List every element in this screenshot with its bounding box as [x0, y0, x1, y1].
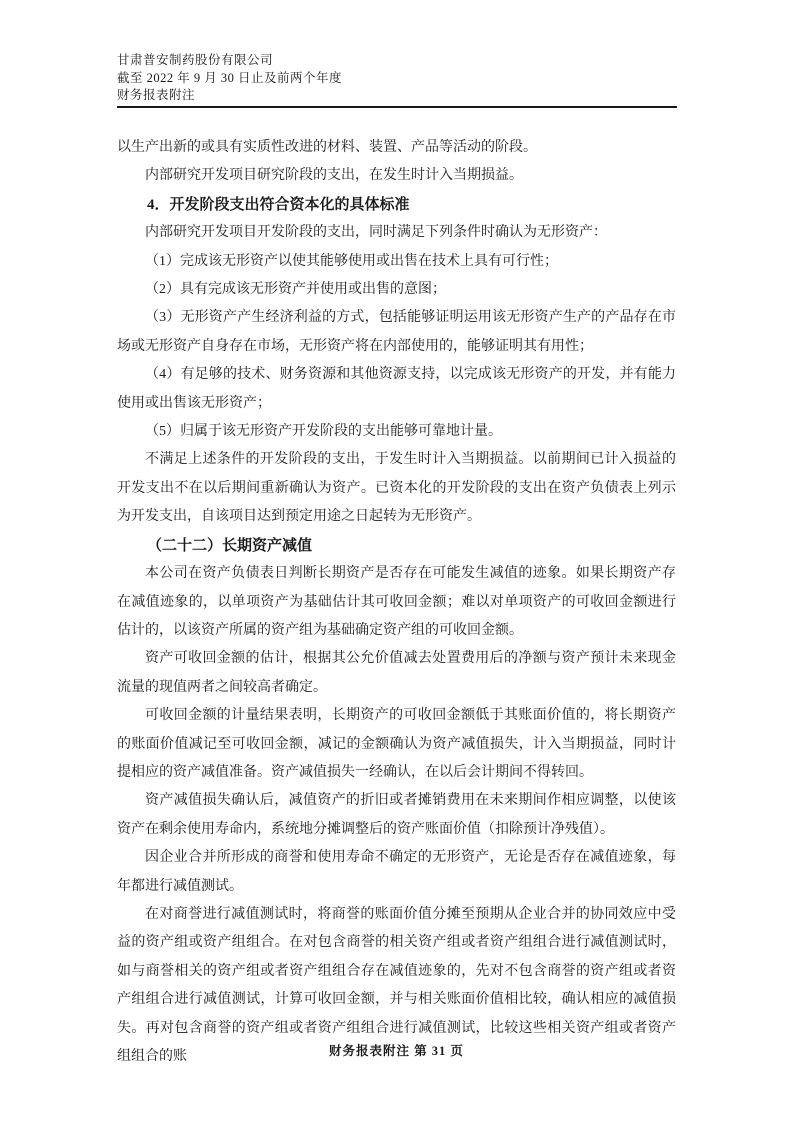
paragraph: （4）有足够的技术、财务资源和其他资源支持，以完成该无形资产的开发，并有能力使用或出售该无形资产；	[117, 367, 676, 411]
section-heading: （二十二）长期资产减值	[147, 537, 313, 554]
paragraph: 因企业合并所形成的商誉和使用寿命不确定的无形资产，无论是否存在减值迹象，每年都进行减值测试。	[117, 850, 676, 894]
document-footer	[117, 1041, 676, 1059]
paragraph: （1）完成该无形资产以使其能够使用或出售在技术上具有可行性；	[145, 253, 558, 269]
document-header	[117, 52, 676, 105]
paragraph: 内部研究开发项目研究阶段的支出，在发生时计入当期损益。	[145, 168, 523, 184]
section-heading: 4．开发阶段支出符合资本化的具体标准	[147, 196, 410, 213]
header-doc-title: 财务报表附注	[117, 88, 196, 102]
header-divider-line	[117, 106, 677, 108]
paragraph: 内部研究开发项目开发阶段的支出，同时满足下列条件时确认为无形资产：	[145, 225, 607, 241]
document-body	[117, 134, 676, 1071]
paragraph: （3）无形资产产生经济利益的方式，包括能够证明运用该无形资产生产的产品存在市场或无形资产自身存在市场，无形资产将在内部使用的，能够证明其有用性；	[117, 310, 676, 354]
paragraph: 在对商誉进行减值测试时，将商誉的账面价值分摊至预期从企业合并的协同效应中受益的资产组或资产组组合。在对包含商誉的相关资产组或者资产组组合进行减值测试时，如与商誉相关的资产组或者资产组组合存在减值迹象的，先对不包含商誉的资产组或者资产组组合进行减值测试，计算可收回金额，并与相关账面价值相比较，确认相应的减值损失。再对包含商誉的资产组或者资产组组合进行减值测试，比较这些相关资产组或者资产组组合的账	[117, 906, 676, 1064]
paragraph: 以生产出新的或具有实质性改进的材料、装置、产品等活动的阶段。	[117, 140, 537, 155]
footer-page-label: 财务报表附注 第 31 页	[329, 1044, 464, 1058]
header-period: 截至 2022 年 9 月 30 日止及前两个年度	[117, 70, 343, 85]
paragraph: （5）归属于该无形资产开发阶段的支出能够可靠地计量。	[145, 424, 502, 440]
header-company-name: 甘肃普安制药股份有限公司	[117, 53, 274, 67]
paragraph: 不满足上述条件的开发阶段的支出，于发生时计入当期损益。以前期间已计入损益的开发支出不在以后期间重新确认为资产。已资本化的开发阶段的支出在资产负债表上列示为开发支出，自该项目达到预定用途之日起转为无形资产。	[117, 452, 676, 525]
paragraph: 资产减值损失确认后，减值资产的折旧或者摊销费用在未来期间作相应调整，以使该资产在剩余使用寿命内，系统地分摊调整后的资产账面价值（扣除预计净残值）。	[117, 793, 676, 837]
paragraph: 可收回金额的计量结果表明，长期资产的可收回金额低于其账面价值的，将长期资产的账面价值减记至可收回金额，减记的金额确认为资产减值损失，计入当期损益，同时计提相应的资产减值准备。资产减值损失一经确认，在以后会计期间不得转回。	[117, 708, 676, 780]
paragraph: （2）具有完成该无形资产并使用或出售的意图；	[145, 282, 446, 298]
paragraph: 资产可收回金额的估计，根据其公允价值减去处置费用后的净额与资产预计未来现金流量的现值两者之间较高者确定。	[117, 651, 676, 695]
paragraph: 本公司在资产负债表日判断长期资产是否存在可能发生减值的迹象。如果长期资产存在减值迹象的，以单项资产为基础估计其可收回金额；难以对单项资产的可收回金额进行估计的，以该资产所属的资产组为基础确定资产组的可收回金额。	[117, 566, 676, 638]
